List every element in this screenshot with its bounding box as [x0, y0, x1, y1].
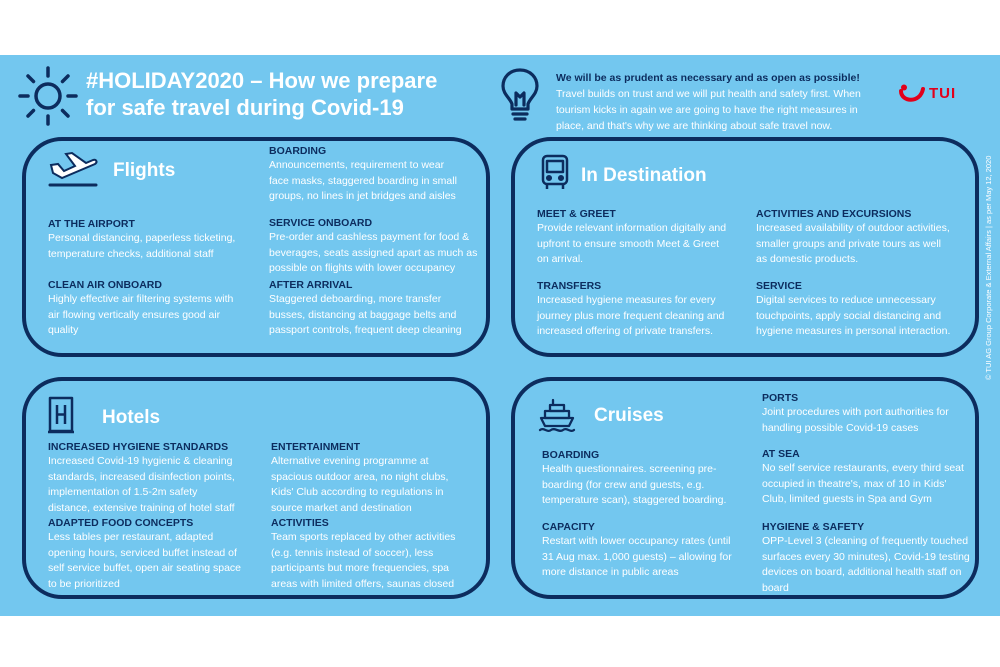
section-line: beverages, seats assigned apart as much as [269, 246, 478, 259]
section-line: occupied in theatre's, max of 10 in Kids' [762, 477, 947, 490]
section-heading: ADAPTED FOOD CONCEPTS [48, 517, 194, 529]
section-line: (e.g. tennis instead of soccer), less [271, 546, 434, 559]
section-heading: HYGIENE & SAFETY [762, 521, 865, 533]
infographic-background [0, 55, 1000, 616]
section-line: groups, no lines in jet bridges and aisles [269, 190, 456, 202]
hotels-title: Hotels [102, 407, 161, 428]
section-line: opening hours, serviced buffet instead of [48, 546, 237, 559]
section-heading: MEET & GREET [537, 208, 616, 220]
section-line: OPP-Level 3 (cleaning of frequently touched [762, 535, 969, 547]
bus-icon [540, 153, 570, 191]
section-line: journey plus more frequent cleaning and [537, 309, 725, 322]
section-line: increased offering of private transfers. [537, 325, 714, 337]
section-heading: AFTER ARRIVAL [269, 279, 353, 291]
section-heading: CLEAN AIR ONBOARD [48, 279, 162, 291]
section-line: board [762, 581, 789, 594]
page-title-line-2: for safe travel during Covid-19 [86, 95, 404, 120]
section-line: quality [48, 324, 79, 336]
pledge-line-1: Travel builds on trust and we will put health and safety first. When [556, 88, 861, 100]
flights-boarding [269, 144, 457, 205]
cruises-title: Cruises [594, 405, 664, 426]
section-line: Personal distancing, paperless ticketing, [48, 232, 236, 244]
section-line: on arrival. [537, 253, 584, 265]
section-line: Pre-order and cashless payment for food & [269, 231, 470, 243]
section-line: participants but more frequencies, spa [271, 562, 450, 574]
cruises-capacity [542, 520, 732, 581]
section-line: Restart with lower occupancy rates (until [542, 535, 731, 547]
section-line: Increased Covid-19 hygienic & cleaning [48, 455, 233, 467]
airplane-departure-icon [48, 151, 98, 189]
section-line: busses, distancing at baggage belts and [269, 308, 457, 321]
section-line: Increased availability of outdoor activities, [756, 222, 950, 234]
section-line: Highly effective air filtering systems with [48, 293, 234, 305]
section-line: Club, limited guests in Spa and Gym [762, 493, 932, 505]
section-line: No self service restaurants, every third seat [762, 462, 964, 474]
section-heading: INCREASED HYGIENE STANDARDS [48, 441, 229, 453]
flights-at-airport [48, 217, 235, 262]
section-line: Staggered deboarding, more transfer [269, 293, 442, 305]
hotel-icon [47, 395, 75, 435]
tui-smile-icon [898, 84, 926, 104]
section-line: source market and destination [271, 501, 412, 514]
section-heading: CAPACITY [542, 521, 595, 533]
lightbulb-icon [500, 67, 540, 123]
destination-meet-greet [537, 207, 726, 268]
section-line: Alternative evening programme at [271, 455, 429, 467]
cruises-hygiene-safety [762, 520, 970, 596]
section-line: smaller groups and private tours as well [756, 237, 942, 250]
section-heading: BOARDING [542, 449, 600, 461]
hotels-food-concepts [48, 516, 241, 592]
section-heading: ACTIVITIES AND EXCURSIONS [756, 208, 912, 220]
section-line: touchpoints, apply social distancing and [756, 309, 942, 322]
cruises-at-sea [762, 447, 964, 508]
cruise-ship-icon [538, 397, 576, 433]
section-heading: AT THE AIRPORT [48, 218, 135, 230]
hotels-entertainment [271, 440, 448, 516]
section-line: upfront to ensure smooth Meet & Greet [537, 237, 720, 250]
section-line: Digital services to reduce unnecessary [756, 294, 936, 306]
section-line: Kids' Club according to regulations in [271, 486, 444, 498]
section-line: more distance in public areas [542, 566, 679, 578]
section-line: temperature scan), staggered boarding. [542, 494, 727, 506]
hotels-activities [271, 516, 455, 592]
section-heading: PORTS [762, 392, 799, 404]
destination-transfers [537, 279, 724, 340]
cruises-boarding [542, 448, 726, 509]
section-line: handling possible Covid-19 cases [762, 421, 919, 434]
flights-title: Flights [113, 160, 176, 181]
section-line: Joint procedures with port authorities for [762, 406, 949, 418]
section-line: passport controls, frequent deep cleaning [269, 324, 462, 336]
destination-title: In Destination [581, 165, 707, 186]
pledge-line-2: tourism kicks in again we are going to have the right measures in [556, 104, 858, 116]
pledge-line-3: place, and that's why we are thinking about safe travel now. [556, 120, 833, 132]
section-heading: AT SEA [762, 448, 800, 460]
page-title [86, 67, 437, 121]
flights-clean-air [48, 278, 233, 339]
page-title-line-1: #HOLIDAY2020 – How we prepare [86, 68, 438, 93]
section-line: spacious outdoor area, no night clubs, [271, 470, 449, 483]
section-line: devices on board, additional health staff on [762, 566, 962, 578]
section-line: air flowing vertically ensures good air [48, 308, 221, 321]
pledge-text [556, 70, 886, 134]
hotels-hygiene-standards [48, 440, 235, 516]
section-heading: SERVICE [756, 280, 802, 292]
section-line: to be prioritized [48, 577, 120, 590]
section-line: boarding (for crew and guests, e.g. [542, 478, 705, 491]
section-line: temperature checks, additional staff [48, 247, 214, 260]
section-line: distance, extensive training of hotel staff [48, 501, 235, 514]
pledge-heading: We will be as prudent as necessary and as open as possible! [556, 72, 860, 84]
flights-after-arrival [269, 278, 462, 339]
section-line: surfaces every 30 minutes), Covid-19 testing [762, 550, 970, 563]
sun-icon [17, 65, 79, 127]
section-heading: SERVICE ONBOARD [269, 217, 373, 229]
copyright-notice: © TUI AG Group Corporate & External Affairs | as per May 12, 2020 [984, 155, 993, 380]
section-line: Provide relevant information digitally and [537, 222, 727, 234]
destination-activities [756, 207, 950, 268]
flights-service-onboard [269, 216, 477, 277]
section-line: implementation of 1.5-2m safety [48, 486, 198, 498]
section-line: Announcements, requirement to wear [269, 159, 445, 171]
destination-service [756, 279, 950, 340]
section-line: Team sports replaced by other activities [271, 531, 456, 543]
section-line: Increased hygiene measures for every [537, 294, 716, 306]
section-heading: TRANSFERS [537, 280, 602, 292]
section-line: Less tables per restaurant, adapted [48, 531, 214, 543]
section-line: face masks, staggered boarding in small [269, 174, 457, 187]
section-line: possible on flights with lower occupancy [269, 262, 456, 274]
section-line: Health questionnaires. screening pre- [542, 463, 717, 475]
section-heading: ACTIVITIES [271, 517, 329, 529]
section-line: self service buffet, open air seating space [48, 562, 242, 574]
section-line: areas with limited offers, saunas closed [271, 577, 455, 590]
section-line: hygiene measures in personal interaction. [756, 325, 951, 337]
cruises-ports [762, 391, 949, 436]
tui-logo-text: TUI [929, 85, 957, 102]
section-line: as domestic products. [756, 253, 859, 265]
section-line: 31 Aug max. 1,000 guests) – allowing for [542, 550, 732, 563]
tui-logo [898, 82, 968, 106]
section-line: standards, increased disinfection points, [48, 470, 235, 483]
section-heading: ENTERTAINMENT [271, 441, 361, 453]
section-heading: BOARDING [269, 145, 327, 157]
